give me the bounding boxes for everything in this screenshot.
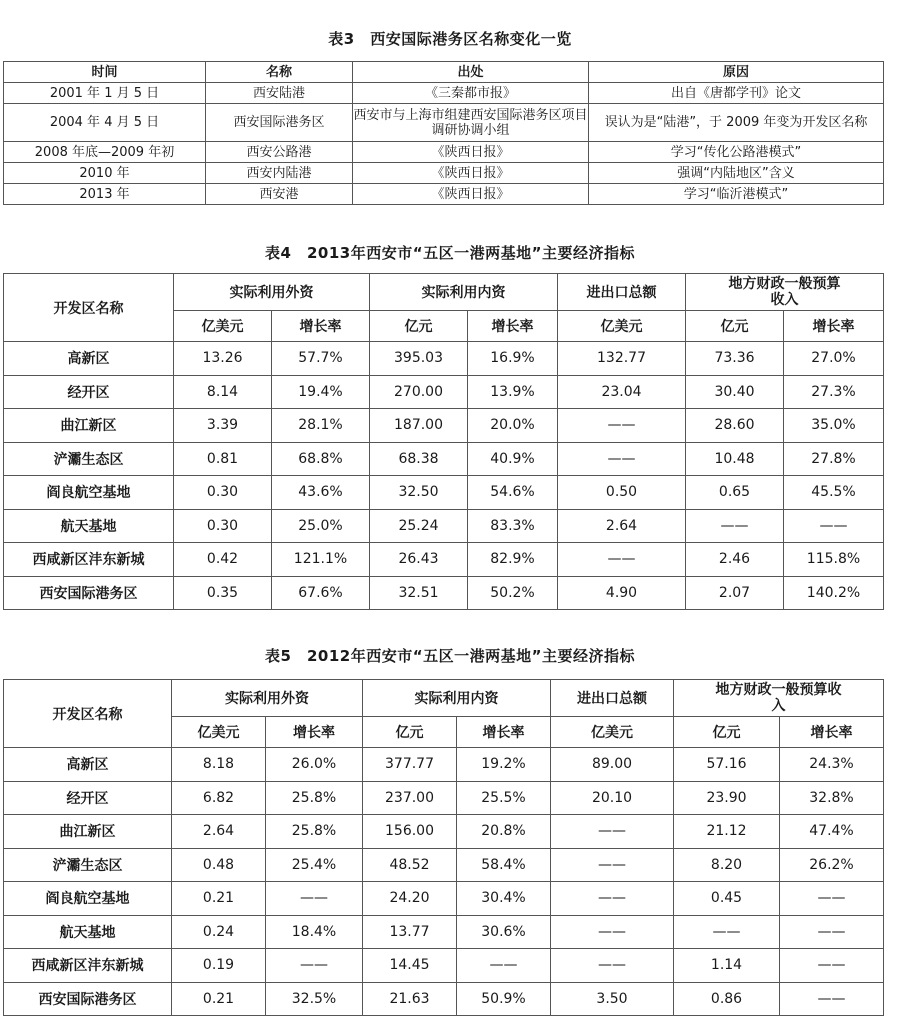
cell: 2010 年 — [4, 163, 206, 184]
zone-name: 航天基地 — [4, 915, 172, 949]
cell: 156.00 — [363, 815, 457, 849]
cell: 13.77 — [363, 915, 457, 949]
table-row — [4, 442, 884, 476]
sub-header: 亿元 — [674, 717, 780, 748]
cell: 57.7% — [272, 342, 370, 376]
cell: 395.03 — [370, 342, 468, 376]
cell: 0.65 — [686, 476, 784, 510]
cell: 21.63 — [363, 982, 457, 1016]
cell: 83.3% — [468, 509, 558, 543]
cell: 8.20 — [674, 848, 780, 882]
cell: 19.4% — [272, 375, 370, 409]
zone-name: 阎良航空基地 — [4, 476, 174, 510]
table4-group-header-row — [4, 274, 884, 311]
table-row — [4, 543, 884, 577]
table-row — [4, 982, 884, 1016]
cell: 0.30 — [174, 476, 272, 510]
cell: 2008 年底—2009 年初 — [4, 142, 206, 163]
cell: —— — [686, 509, 784, 543]
zone-name: 曲江新区 — [4, 815, 172, 849]
cell: 25.8% — [266, 781, 363, 815]
table-row — [4, 142, 884, 163]
cell: 2.07 — [686, 576, 784, 610]
cell: 6.82 — [172, 781, 266, 815]
cell: 学习“临沂港模式” — [589, 184, 884, 205]
sub-header: 亿元 — [370, 311, 468, 342]
cell: —— — [266, 882, 363, 916]
cell: 16.9% — [468, 342, 558, 376]
cell: 50.2% — [468, 576, 558, 610]
cell: —— — [551, 915, 674, 949]
cell: 0.21 — [172, 982, 266, 1016]
cell: —— — [551, 815, 674, 849]
table4 — [3, 273, 884, 610]
table5-caption: 表5 2012年西安市“五区一港两基地”主要经济指标 — [265, 647, 635, 665]
cell: 西安内陆港 — [206, 163, 353, 184]
table-row — [4, 949, 884, 983]
cell: 132.77 — [558, 342, 686, 376]
zone-name: 浐灞生态区 — [4, 442, 174, 476]
cell: 25.5% — [457, 781, 551, 815]
cell: 10.48 — [686, 442, 784, 476]
cell: —— — [558, 543, 686, 577]
zone-name: 阎良航空基地 — [4, 882, 172, 916]
cell: 4.90 — [558, 576, 686, 610]
cell: 30.6% — [457, 915, 551, 949]
cell: 32.5% — [266, 982, 363, 1016]
cell: 82.9% — [468, 543, 558, 577]
table-row — [4, 184, 884, 205]
sub-header: 增长率 — [457, 717, 551, 748]
cell: —— — [780, 982, 884, 1016]
cell: —— — [551, 949, 674, 983]
cell: 13.26 — [174, 342, 272, 376]
cell: 0.21 — [172, 882, 266, 916]
table-row — [4, 409, 884, 443]
cell: 47.4% — [780, 815, 884, 849]
cell: 48.52 — [363, 848, 457, 882]
table5-group-header-row — [4, 680, 884, 717]
sub-header: 增长率 — [468, 311, 558, 342]
cell: 27.0% — [784, 342, 884, 376]
cell: 0.50 — [558, 476, 686, 510]
zone-name: 经开区 — [4, 781, 172, 815]
cell: —— — [780, 915, 884, 949]
cell: 《陕西日报》 — [353, 184, 589, 205]
header-zone-name: 开发区名称 — [4, 680, 172, 748]
cell: 0.81 — [174, 442, 272, 476]
cell: 《陕西日报》 — [353, 142, 589, 163]
cell: 2.64 — [172, 815, 266, 849]
table3 — [3, 61, 884, 205]
cell: 3.39 — [174, 409, 272, 443]
zone-name: 经开区 — [4, 375, 174, 409]
zone-name: 高新区 — [4, 342, 174, 376]
header-fiscal-revenue: 地方财政一般预算收入 — [674, 680, 884, 717]
cell: 28.1% — [272, 409, 370, 443]
table3-header-row — [4, 62, 884, 83]
cell: 误认为是“陆港”，于 2009 年变为开发区名称 — [589, 104, 884, 142]
cell: 学习“传化公路港模式” — [589, 142, 884, 163]
cell: 45.5% — [784, 476, 884, 510]
cell: 32.8% — [780, 781, 884, 815]
sub-header: 亿美元 — [172, 717, 266, 748]
cell: 28.60 — [686, 409, 784, 443]
cell: 26.0% — [266, 748, 363, 782]
sub-header: 增长率 — [266, 717, 363, 748]
zone-name: 西安国际港务区 — [4, 982, 172, 1016]
cell: —— — [780, 949, 884, 983]
cell: 出自《唐都学刊》论文 — [589, 83, 884, 104]
cell: 121.1% — [272, 543, 370, 577]
cell: 89.00 — [551, 748, 674, 782]
zone-name: 西咸新区沣东新城 — [4, 543, 174, 577]
zone-name: 西咸新区沣东新城 — [4, 949, 172, 983]
cell: 20.10 — [551, 781, 674, 815]
cell: 0.42 — [174, 543, 272, 577]
cell: 187.00 — [370, 409, 468, 443]
cell: 西安国际港务区 — [206, 104, 353, 142]
cell: 32.50 — [370, 476, 468, 510]
cell: —— — [551, 882, 674, 916]
header-domestic-capital: 实际利用内资 — [363, 680, 551, 717]
cell: 《三秦都市报》 — [353, 83, 589, 104]
cell: 23.04 — [558, 375, 686, 409]
cell: 32.51 — [370, 576, 468, 610]
cell: 30.4% — [457, 882, 551, 916]
table-row — [4, 83, 884, 104]
cell: 23.90 — [674, 781, 780, 815]
sub-header: 亿美元 — [551, 717, 674, 748]
header-foreign-capital: 实际利用外资 — [174, 274, 370, 311]
table-row — [4, 509, 884, 543]
table-row — [4, 163, 884, 184]
sub-header: 增长率 — [780, 717, 884, 748]
table5 — [3, 679, 884, 1016]
cell: 54.6% — [468, 476, 558, 510]
header-domestic-capital: 实际利用内资 — [370, 274, 558, 311]
table-row — [4, 815, 884, 849]
table-row — [4, 882, 884, 916]
sub-header: 亿元 — [686, 311, 784, 342]
cell: 115.8% — [784, 543, 884, 577]
cell: 2.64 — [558, 509, 686, 543]
cell: 西安陆港 — [206, 83, 353, 104]
cell: —— — [266, 949, 363, 983]
table-row — [4, 576, 884, 610]
table4-caption: 表4 2013年西安市“五区一港两基地”主要经济指标 — [265, 244, 635, 262]
cell: 270.00 — [370, 375, 468, 409]
cell: 强调“内陆地区”含义 — [589, 163, 884, 184]
table-row — [4, 915, 884, 949]
cell: 0.48 — [172, 848, 266, 882]
sub-header: 亿美元 — [174, 311, 272, 342]
sub-header: 增长率 — [272, 311, 370, 342]
cell: 西安港 — [206, 184, 353, 205]
header-source: 出处 — [353, 62, 589, 83]
cell: 25.8% — [266, 815, 363, 849]
cell: 18.4% — [266, 915, 363, 949]
cell: 0.19 — [172, 949, 266, 983]
header-fiscal-revenue: 地方财政一般预算收入 — [686, 274, 884, 311]
cell: 西安公路港 — [206, 142, 353, 163]
cell: —— — [784, 509, 884, 543]
sub-header: 亿元 — [363, 717, 457, 748]
cell: 26.2% — [780, 848, 884, 882]
table-row — [4, 748, 884, 782]
header-name: 名称 — [206, 62, 353, 83]
cell: 西安市与上海市组建西安国际港务区项目调研协调小组 — [353, 104, 589, 142]
cell: 1.14 — [674, 949, 780, 983]
table-row — [4, 476, 884, 510]
cell: —— — [674, 915, 780, 949]
header-reason: 原因 — [589, 62, 884, 83]
cell: 43.6% — [272, 476, 370, 510]
cell: 50.9% — [457, 982, 551, 1016]
cell: 40.9% — [468, 442, 558, 476]
cell: 20.8% — [457, 815, 551, 849]
cell: 19.2% — [457, 748, 551, 782]
cell: 73.36 — [686, 342, 784, 376]
cell: 8.18 — [172, 748, 266, 782]
header-time: 时间 — [4, 62, 206, 83]
zone-name: 航天基地 — [4, 509, 174, 543]
zone-name: 浐灞生态区 — [4, 848, 172, 882]
cell: 8.14 — [174, 375, 272, 409]
cell: 57.16 — [674, 748, 780, 782]
zone-name: 曲江新区 — [4, 409, 174, 443]
cell: 21.12 — [674, 815, 780, 849]
table-row — [4, 342, 884, 376]
cell: 2.46 — [686, 543, 784, 577]
cell: 67.6% — [272, 576, 370, 610]
cell: 0.24 — [172, 915, 266, 949]
sub-header: 增长率 — [784, 311, 884, 342]
cell: 68.8% — [272, 442, 370, 476]
cell: 0.45 — [674, 882, 780, 916]
cell: 25.24 — [370, 509, 468, 543]
cell: 0.86 — [674, 982, 780, 1016]
header-import-export: 进出口总额 — [551, 680, 674, 717]
cell: 35.0% — [784, 409, 884, 443]
cell: —— — [558, 409, 686, 443]
table-row — [4, 848, 884, 882]
cell: 27.8% — [784, 442, 884, 476]
header-zone-name: 开发区名称 — [4, 274, 174, 342]
table-row — [4, 781, 884, 815]
table-row — [4, 104, 884, 142]
cell: 237.00 — [363, 781, 457, 815]
cell: —— — [457, 949, 551, 983]
cell: 30.40 — [686, 375, 784, 409]
cell: 58.4% — [457, 848, 551, 882]
cell: 2001 年 1 月 5 日 — [4, 83, 206, 104]
cell: —— — [780, 882, 884, 916]
zone-name: 西安国际港务区 — [4, 576, 174, 610]
header-import-export: 进出口总额 — [558, 274, 686, 311]
cell: 20.0% — [468, 409, 558, 443]
table3-caption: 表3 西安国际港务区名称变化一览 — [328, 30, 572, 48]
cell: 26.43 — [370, 543, 468, 577]
zone-name: 高新区 — [4, 748, 172, 782]
sub-header: 亿美元 — [558, 311, 686, 342]
cell: 2013 年 — [4, 184, 206, 205]
cell: 24.3% — [780, 748, 884, 782]
cell: 27.3% — [784, 375, 884, 409]
cell: —— — [558, 442, 686, 476]
cell: 《陕西日报》 — [353, 163, 589, 184]
cell: 2004 年 4 月 5 日 — [4, 104, 206, 142]
cell: 24.20 — [363, 882, 457, 916]
cell: 14.45 — [363, 949, 457, 983]
cell: 25.4% — [266, 848, 363, 882]
cell: 0.35 — [174, 576, 272, 610]
cell: 140.2% — [784, 576, 884, 610]
cell: 68.38 — [370, 442, 468, 476]
cell: 3.50 — [551, 982, 674, 1016]
cell: 13.9% — [468, 375, 558, 409]
cell: 25.0% — [272, 509, 370, 543]
cell: 377.77 — [363, 748, 457, 782]
cell: 0.30 — [174, 509, 272, 543]
table-row — [4, 375, 884, 409]
header-foreign-capital: 实际利用外资 — [172, 680, 363, 717]
cell: —— — [551, 848, 674, 882]
